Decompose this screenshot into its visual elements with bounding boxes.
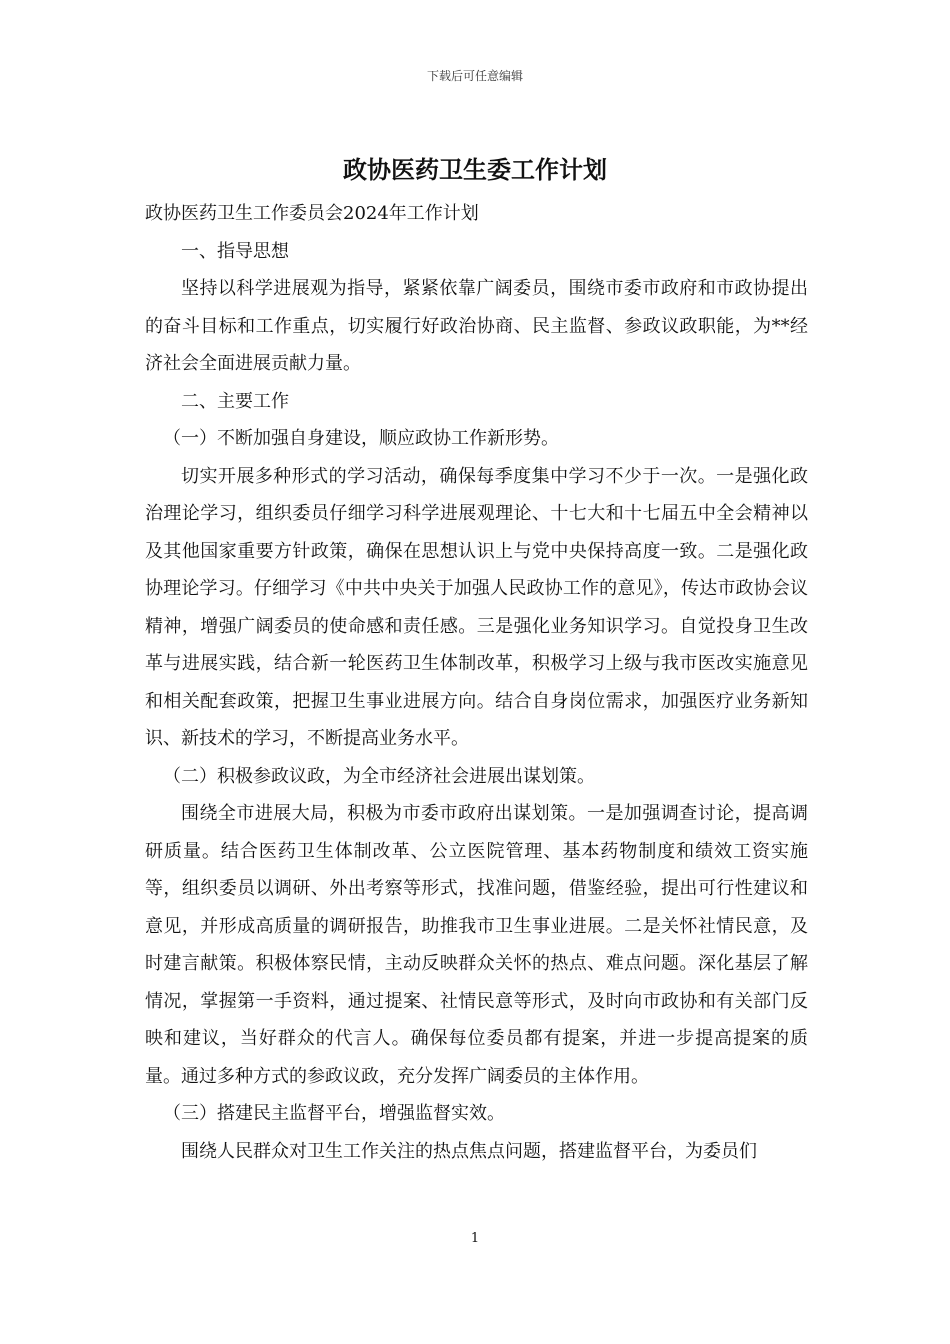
section-heading-1: 一、指导思想 <box>181 240 289 262</box>
subsection-heading-1: （一）不断加强自身建设，顺应政协工作新形势。 <box>163 428 559 449</box>
paragraph-supervision: 围绕人民群众对卫生工作关注的热点焦点问题，搭建监督平台，为委员们 <box>181 1140 757 1162</box>
subtitle: 政协医药卫生工作委员会2024年工作计划 <box>145 203 479 224</box>
paragraph-guiding: 坚持以科学进展观为指导，紧紧依靠广阔委员，围绕市委市政府和市政协提出的奋斗目标和工作重点，切实履行好政治协商、民主监督、参政议政职能，为**经济社会全面进展贡献力量。 <box>145 278 808 374</box>
page-number: 1 <box>470 1231 480 1246</box>
section-heading-2: 二、主要工作 <box>181 390 289 412</box>
document-title: 政协医药卫生委工作计划 <box>343 155 607 184</box>
paragraph-advice: 围绕全市进展大局，积极为市委市政府出谋划策。一是加强调查讨论，提高调研质量。结合医药卫生体制改革、公立医院管理、基本药物制度和绩效工资实施等，组织委员以调研、外出考察等形式，找准问题，借鉴经验，提出可行性建议和意见，并形成高质量的调研报告，助推我市卫生事业进展。二是关怀社情民意，及时建言献策。积极体察民情，主动反映群众关怀的热点、难点问题。深化基层了解情况，掌握第一手资料，通过提案、社情民意等形式，及时向市政协和有关部门反映和建议，当好群众的代言人。确保每位委员都有提案，并进一步提高提案的质量。通过多种方式的参政议政，充分发挥广阔委员的主体作用。 <box>145 803 808 1087</box>
paragraph-study: 切实开展多种形式的学习活动，确保每季度集中学习不少于一次。一是强化政治理论学习，组织委员仔细学习科学进展观理论、十七大和十七届五中全会精神以及其他国家重要方针政策，确保在思想认识上与党中央保持高度一致。二是强化政协理论学习。仔细学习《中共中央关于加强人民政协工作的意见》，传达市政协会议精神，增强广阔委员的使命感和责任感。三是强化业务知识学习。自觉投身卫生改革与进展实践，结合新一轮医药卫生体制改革，积极学习上级与我市医改实施意见和相关配套政策，把握卫生事业进展方向。结合自身岗位需求，加强医疗业务新知识、新技术的学习，不断提高业务水平。 <box>145 465 808 749</box>
document-body <box>145 195 808 1170</box>
subsection-heading-3: （三）搭建民主监督平台，增强监督实效。 <box>163 1103 505 1124</box>
page-header: 下载后可任意编辑 <box>426 69 523 83</box>
subsection-heading-2: （二）积极参政议政，为全市经济社会进展出谋划策。 <box>163 765 595 787</box>
